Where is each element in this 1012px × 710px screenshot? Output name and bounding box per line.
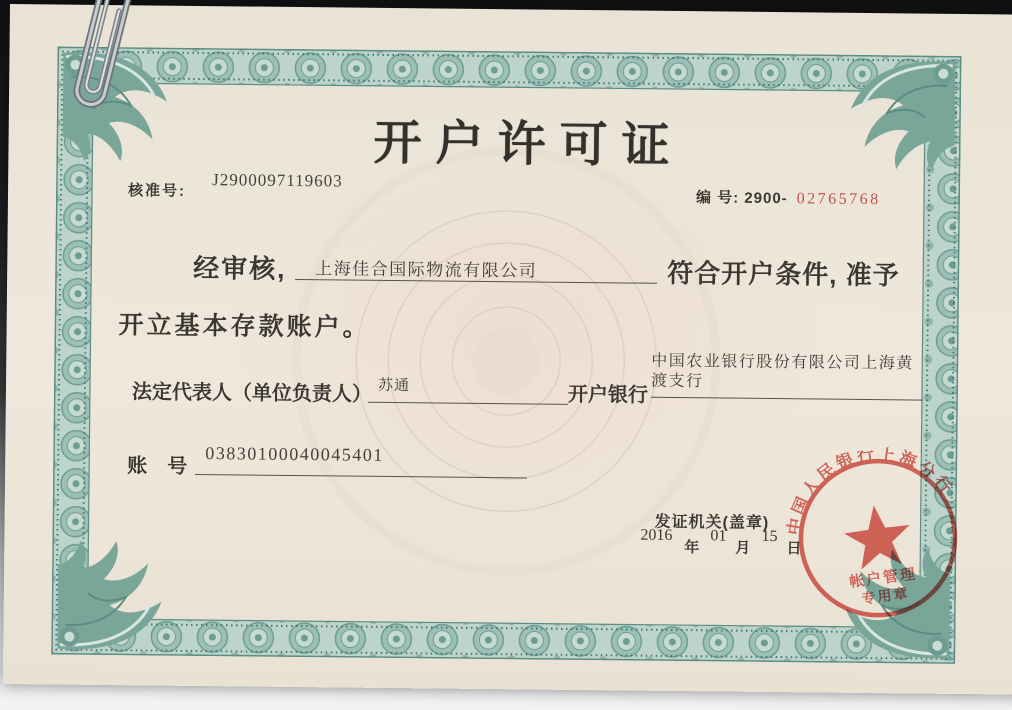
seal-line1: 帐户管理 — [848, 565, 919, 592]
year-unit: 年 — [684, 539, 700, 557]
serial-number — [696, 186, 881, 209]
issue-day: 15 — [761, 527, 778, 546]
body-suffix: 符合开户条件, 准予 — [667, 257, 900, 291]
account-number-label: 账 号 — [127, 455, 188, 478]
star-icon — [841, 501, 914, 571]
company-name: 上海佳合国际物流有限公司 — [315, 259, 538, 281]
serial-number-label: 编 号: 2900- — [695, 189, 788, 208]
approval-number-value: J2900097119603 — [212, 170, 343, 191]
certificate-paper — [3, 4, 1012, 695]
legal-representative-value: 苏通 — [377, 376, 411, 395]
month-unit: 月 — [735, 539, 751, 557]
body-prefix: 经审核, — [193, 252, 287, 284]
serial-number-value: 02765768 — [796, 190, 881, 209]
official-seal — [772, 438, 984, 646]
legal-representative-label: 法定代表人（单位负责人） — [131, 381, 373, 406]
issuer-label: 发证机关(盖章) — [654, 513, 770, 532]
issue-month: 01 — [710, 527, 727, 545]
bank-value: 中国农业银行股份有限公司上海黄渡支行 — [650, 352, 914, 391]
account-number-value: 03830100040045401 — [205, 443, 384, 465]
approval-number-label: 核准号: — [127, 182, 187, 200]
seal-line2: 专用章 — [860, 584, 911, 607]
certificate-title: 开户许可证 — [373, 116, 684, 174]
body-line2: 开立基本存款账户。 — [118, 311, 371, 342]
seal-ring-text: 中国人民银行上海分行 — [784, 444, 957, 537]
day-unit: 日 — [786, 540, 802, 558]
bank-label: 开户银行 — [567, 383, 649, 407]
issue-date — [640, 526, 802, 558]
issue-year: 2016 — [640, 526, 673, 544]
